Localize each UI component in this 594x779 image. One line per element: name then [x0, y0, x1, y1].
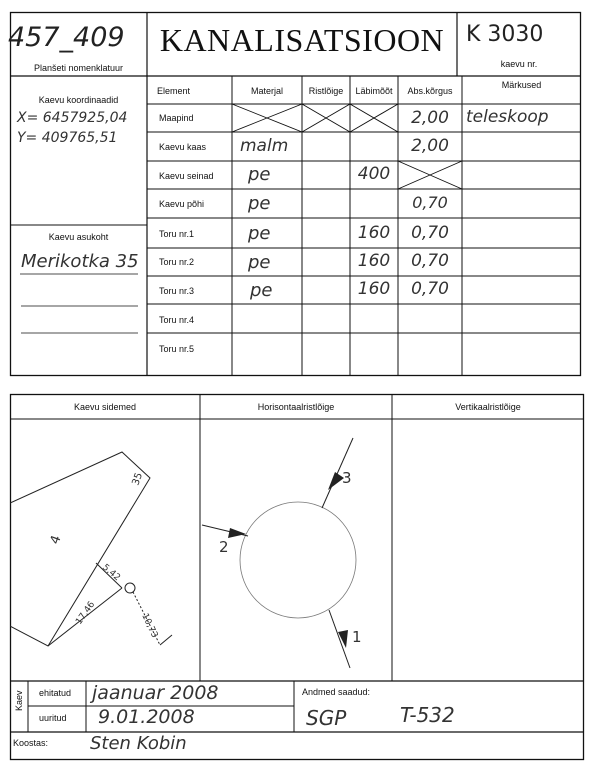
tie-number-17-46: 17,46	[74, 599, 98, 627]
horizontal-section-label: Horisontaalristlõige	[257, 402, 335, 412]
location-label: Kaevu asukoht	[48, 232, 109, 242]
row-label: Toru nr.1	[159, 229, 195, 239]
cell-abs-height: 0,70	[411, 279, 449, 299]
well-vertical-label: Kaev	[14, 690, 24, 711]
compiled-value: Sten Kobin	[90, 733, 187, 754]
col-header-element: Element	[157, 86, 191, 96]
cell-material: malm	[240, 136, 289, 156]
y-coordinate-value: Y= 409765,51	[17, 130, 118, 146]
cell-diameter: 160	[357, 223, 391, 243]
row-label: Toru nr.4	[159, 315, 195, 325]
nomenclature-label: Planšeti nomenklatuur	[33, 63, 124, 73]
cell-remarks: teleskoop	[466, 107, 549, 127]
row-label: Kaevu põhi	[159, 199, 205, 209]
cell-diameter: 160	[357, 251, 391, 271]
data-from-org: SGP	[306, 706, 347, 730]
cell-abs-height: 0,70	[412, 193, 448, 212]
col-header-material: Materjal	[250, 86, 283, 96]
nomenclature-value: 457_409	[8, 22, 125, 53]
row-label: Kaevu seinad	[159, 171, 214, 181]
coordinates-label: Kaevu koordinaadid	[38, 95, 119, 105]
well-circle	[240, 502, 356, 618]
data-from-doc: T-532	[400, 703, 455, 727]
row-label: Toru nr.5	[159, 344, 195, 354]
cell-abs-height: 0,70	[411, 251, 449, 271]
tie-number-10-73: 10,73	[139, 612, 160, 640]
tie-number-4: 4	[47, 533, 65, 547]
col-header-remarks: Märkused	[501, 80, 542, 90]
form-title: KANALISATSIOON	[159, 22, 445, 58]
pipe-number-1: 1	[352, 628, 362, 646]
well-number-label: kaevu nr.	[500, 59, 538, 69]
cell-abs-height: 2,00	[411, 136, 449, 156]
row-label: Maapind	[159, 113, 194, 123]
pipe-number-3: 3	[342, 469, 352, 487]
cell-abs-height: 2,00	[411, 108, 449, 128]
col-header-cross-section: Ristlõige	[308, 86, 344, 96]
location-underline	[18, 271, 142, 279]
row-label: Kaevu kaas	[159, 142, 207, 152]
horizontal-section-sketch	[200, 420, 392, 680]
cell-diameter: 160	[357, 279, 391, 299]
ties-label: Kaevu sidemed	[73, 402, 137, 412]
cell-material: pe	[248, 252, 271, 273]
data-from-label: Andmed saadud:	[302, 687, 371, 697]
cell-diameter: 400	[357, 164, 391, 184]
ties-sketch	[10, 420, 200, 680]
location-value: Merikotka 35	[21, 251, 139, 272]
cell-material: pe	[248, 164, 271, 185]
col-header-abs-height: Abs.kõrgus	[407, 86, 453, 96]
vertical-section-label: Vertikaalristlõige	[455, 402, 521, 412]
surveyed-label: uuritud	[39, 713, 67, 723]
tie-number-5-42: 5,42	[100, 562, 122, 584]
compiled-label: Koostas:	[13, 738, 49, 748]
cell-material: pe	[250, 280, 273, 301]
built-label: ehitatud	[39, 688, 72, 698]
row-label: Toru nr.3	[159, 286, 195, 296]
cell-material: pe	[248, 193, 271, 214]
surveyed-value: 9.01.2008	[98, 706, 195, 728]
built-value: jaanuar 2008	[92, 682, 219, 704]
well-number-value: K 3030	[466, 22, 544, 47]
pipe-number-2: 2	[219, 538, 229, 556]
col-header-diameter: Läbimõõt	[355, 86, 393, 96]
x-coordinate-value: X= 6457925,04	[17, 110, 128, 126]
tie-number-35: 35	[130, 471, 146, 488]
cell-abs-height: 0,70	[411, 223, 449, 243]
cell-material: pe	[248, 223, 271, 244]
row-label: Toru nr.2	[159, 257, 195, 267]
